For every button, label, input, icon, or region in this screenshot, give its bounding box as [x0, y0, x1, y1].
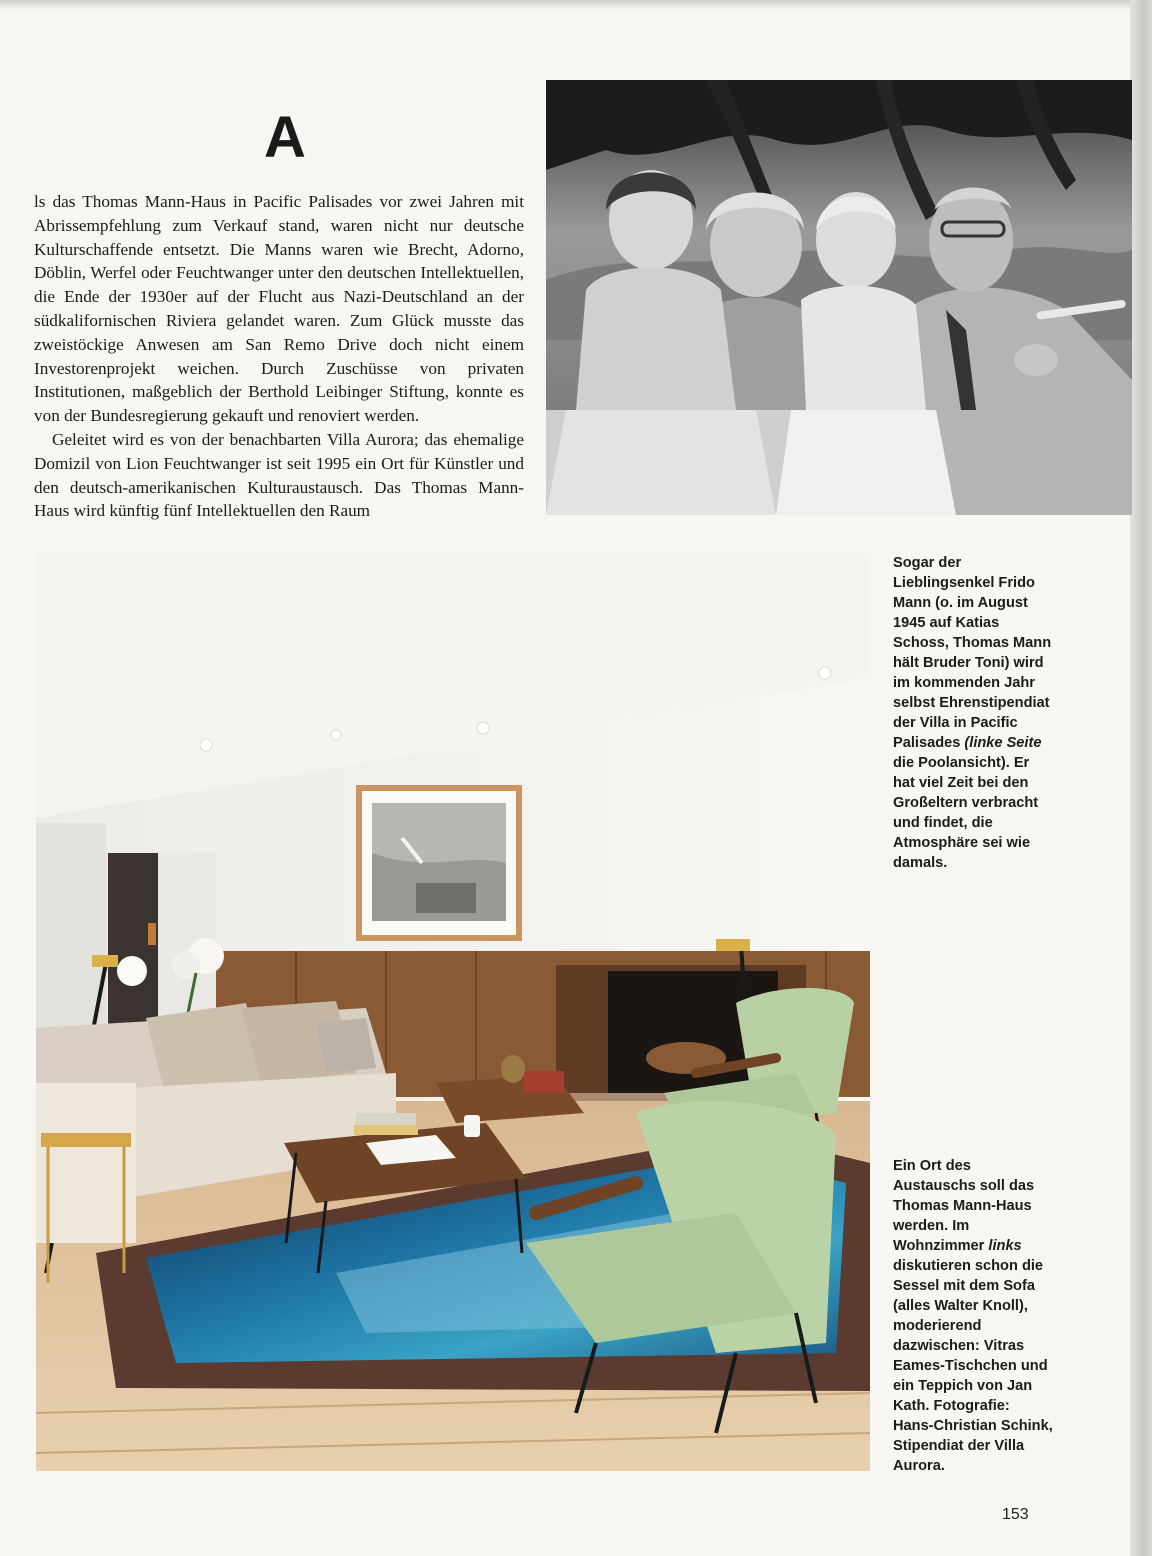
caption-bottom-text-3: diskutieren schon die Sessel mit dem Sofa (alles Walter Knoll), moderierend dazwischen: Vitras Eames-Tischchen und ein Teppich von Jan Kath. Fotografie: Hans-Christian Schink, Stipendiat der Villa Aurora.: [893, 1258, 1053, 1474]
article-paragraph-2: Geleitet wird es von der benachbarten Villa Aurora; das ehemalige Domizil von Lion Feuchtwanger ist seit 1995 ein Ort für Künstler und den deutsch-amerikanischen Kulturaustausch. Das Thomas Mann-Haus wird künftig fünf Intellektuellen den Raum: [34, 429, 524, 521]
living-room-photo: [36, 553, 870, 1471]
drop-cap: A: [264, 105, 306, 170]
caption-top-text-2: (o. im August 1945 auf Katias Schoss, Thomas Mann hält Bruder Toni): [893, 595, 1052, 671]
caption-top-text-1: Sogar der Lieblingsenkel Frido Mann: [893, 555, 1035, 611]
caption-top-text-5: die Poolansicht). Er hat viel Zeit bei den Großeltern verbracht und findet, die Atmosphäre sei wie damals.: [893, 755, 1039, 871]
article-paragraph-1: ls das Thomas Mann-Haus in Pacific Palisades vor zwei Jahren mit Abrissempfehlung zum Verkauf stand, waren nicht nur deutsche Kulturschaffende entsetzt. Die Manns waren wie Brecht, Adorno, Döblin, Werfel oder Feuchtwanger unter den deutschen Intellektuellen, die Ende der 1930er auf der Flucht aus Nazi-Deutschland an der südkalifornischen Riviera gelandet waren. Zum Glück musste das zweistöckige Anwesen am San Remo Drive doch nicht einem Investorenprojekt weichen. Durch Zuschüsse von privaten Institutionen, maßgeblich der Berthold Leibinger Stiftung, konnte es von der Bundesregierung gekauft und renoviert werden.: [34, 192, 524, 426]
article-body: [34, 190, 524, 523]
caption-bottom-text-1: Ein Ort des Austauschs soll das Thomas Mann-Haus werden. Im Wohnzimmer: [893, 1158, 1035, 1254]
page-edge: [1130, 0, 1152, 1556]
photo-caption-top: [893, 553, 1053, 873]
photo-caption-bottom: [893, 1156, 1053, 1476]
family-photo: [546, 80, 1132, 515]
caption-top-text-3: wird im kommenden Jahr selbst Ehrenstipendiat der Villa in Pacific Palisades: [893, 655, 1050, 751]
page-top-shadow: [0, 0, 1152, 10]
caption-bottom-text-2: links: [988, 1238, 1022, 1254]
caption-top-text-4: (linke Seite: [964, 735, 1042, 751]
page-number: 153: [1002, 1506, 1029, 1523]
